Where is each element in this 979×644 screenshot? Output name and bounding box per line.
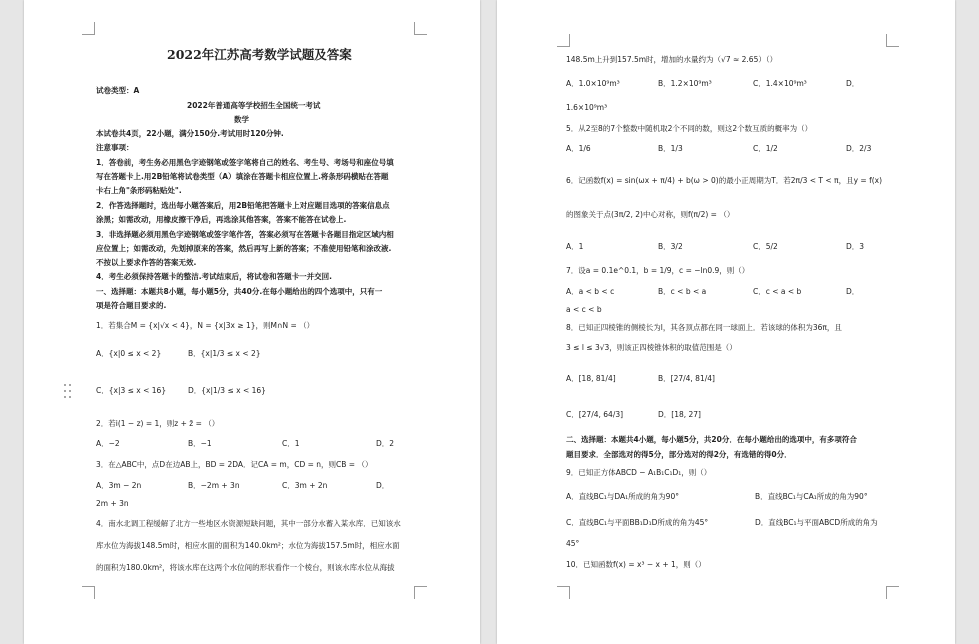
option-a: A．{x|0 ≤ x < 2} xyxy=(96,349,162,358)
notice-line: 涂黑；如需改动，用橡皮擦干净后，再选涂其他答案，答案不能答在试卷上. xyxy=(96,215,347,224)
option-a: A．1/6 xyxy=(566,144,591,153)
question-2: 2．若i(1 − z) = 1，则z + z̄ = （） xyxy=(96,419,220,428)
notice-line: 写在答题卡上.用2B铅笔将试卷类型（A）填涂在答题卡相应位置上.将条形码横贴在答题 xyxy=(96,172,389,181)
question-6-line: 的图象关于点(3π/2, 2)中心对称，则f(π/2) = （） xyxy=(566,210,735,219)
document-title: 2022年江苏高考数学试题及答案 xyxy=(167,47,352,62)
question-7: 7．设a = 0.1e^0.1，b = 1/9，c = −ln0.9，则（） xyxy=(566,266,750,275)
option-b: B．[27/4, 81/4] xyxy=(658,374,715,383)
option-a: A．直线BC₁与DA₁所成的角为90° xyxy=(566,492,679,501)
option-b: B．{x|1/3 ≤ x < 2} xyxy=(188,349,261,358)
crop-mark-bottom-right xyxy=(414,586,427,599)
crop-mark-top-right xyxy=(414,22,427,35)
option-d: D． xyxy=(376,481,390,490)
option-c: C．{x|3 ≤ x < 16} xyxy=(96,386,167,395)
option-b: B．−2m + 3n xyxy=(188,481,240,490)
option-d: D．直线BC₁与平面ABCD所成的角为 xyxy=(755,518,878,527)
question-4: 4．南水北调工程缓解了北方一些地区水资源短缺问题，其中一部分水蓄入某水库．已知该水 xyxy=(96,519,401,528)
exam-type: 试卷类型：A xyxy=(96,86,140,95)
option-d: D． xyxy=(846,79,860,88)
option-b: B．c < b < a xyxy=(658,287,707,296)
section-heading: 二、选择题：本题共4小题，每小题5分，共20分．在每小题给出的选项中，有多项符合 xyxy=(566,435,857,444)
section-heading: 项是符合题目要求的. xyxy=(96,301,167,310)
notice-line: 卡右上角"条形码粘贴处". xyxy=(96,186,182,195)
question-4-continued: 148.5m上升到157.5m时，增加的水量约为（√7 ≈ 2.65）（） xyxy=(566,55,778,64)
option-b: B．1/3 xyxy=(658,144,683,153)
option-c: C．3m + 2n xyxy=(282,481,328,490)
option-c: C．1.4×10⁹m³ xyxy=(753,79,807,88)
option-d: D．2/3 xyxy=(846,144,872,153)
notice-line: 3．非选择题必须用黑色字迹钢笔或签字笔作答，答案必须写在答题卡各题目指定区域内相 xyxy=(96,230,394,239)
option-c: C．5/2 xyxy=(753,242,778,251)
option-a: A．3m − 2n xyxy=(96,481,142,490)
option-c: C．[27/4, 64/3] xyxy=(566,410,624,419)
option-d: D．{x|1/3 ≤ x < 16} xyxy=(188,386,266,395)
option-a: A．a < b < c xyxy=(566,287,615,296)
notice-heading: 注意事项： xyxy=(96,143,134,152)
question-8: 8．已知正四棱锥的侧棱长为l，其各顶点都在同一球面上．若该球的体积为36π，且 xyxy=(566,323,842,332)
exam-info: 本试卷共4页，22小题，满分150分.考试用时120分钟. xyxy=(96,129,284,138)
option-c: C．c < a < b xyxy=(753,287,802,296)
option-b: B．直线BC₁与CA₁所成的角为90° xyxy=(755,492,868,501)
option-a: A．−2 xyxy=(96,439,120,448)
document-page-left xyxy=(24,0,480,644)
notice-line: 不按以上要求作答的答案无效. xyxy=(96,258,197,267)
option-b: B．1.2×10⁹m³ xyxy=(658,79,712,88)
option-d-value: 45° xyxy=(566,539,580,548)
drag-handle-icon[interactable] xyxy=(63,383,73,399)
section-heading: 题目要求．全部选对的得5分，部分选对的得2分，有选错的得0分． xyxy=(566,450,792,459)
notice-line: 4．考生必须保持答题卡的整洁.考试结束后，将试卷和答题卡一并交回. xyxy=(96,272,332,281)
question-6: 6．记函数f(x) = sin(ωx + π/4) + b(ω > 0)的最小正周期为T．若2π/3 < T < π，且y = f(x) xyxy=(566,176,882,185)
option-c: C．1 xyxy=(282,439,300,448)
crop-mark-bottom-left xyxy=(82,586,95,599)
crop-mark-top-left xyxy=(557,34,570,47)
section-heading: 一、选择题：本题共8小题，每小题5分，共40分.在每小题给出的四个选项中，只有一 xyxy=(96,287,383,296)
option-b: B．−1 xyxy=(188,439,212,448)
option-d: D．[18, 27] xyxy=(658,410,701,419)
option-d-value: a < c < b xyxy=(566,305,602,314)
question-4-line: 的面积为180.0km²，将该水库在这两个水位间的形状看作一个棱台，则该水库水位从海拔 xyxy=(96,563,395,572)
option-d-value: 1.6×10⁹m³ xyxy=(566,103,608,112)
question-3: 3．在△ABC中，点D在边AB上，BD = 2DA．记CA = m，CD = n，则CB = （） xyxy=(96,460,373,469)
notice-line: 2．作答选择题时，选出每小题答案后，用2B铅笔把答题卡上对应题目选项的答案信息点 xyxy=(96,201,390,210)
notice-line: 应位置上；如需改动，先划掉原来的答案，然后再写上新的答案；不准使用铅笔和涂改液. xyxy=(96,244,392,253)
subject: 数学 xyxy=(234,115,249,124)
question-9: 9．已知正方体ABCD − A₁B₁C₁D₁，则（） xyxy=(566,468,712,477)
notice-line: 1．答卷前，考生务必用黑色字迹钢笔或签字笔将自己的姓名、考生号、考场号和座位号填 xyxy=(96,158,394,167)
option-d: D．2 xyxy=(376,439,395,448)
option-b: B．3/2 xyxy=(658,242,683,251)
crop-mark-top-left xyxy=(82,22,95,35)
option-a: A．1.0×10⁹m³ xyxy=(566,79,620,88)
question-8-line: 3 ≤ l ≤ 3√3，则该正四棱锥体积的取值范围是（） xyxy=(566,343,737,352)
option-a: A．1 xyxy=(566,242,584,251)
option-c: C．直线BC₁与平面BB₁D₁D所成的角为45° xyxy=(566,518,709,527)
crop-mark-bottom-left xyxy=(557,586,570,599)
question-10: 10．已知函数f(x) = x³ − x + 1，则（） xyxy=(566,560,706,569)
option-d: D．3 xyxy=(846,242,865,251)
exam-name: 2022年普通高等学校招生全国统一考试 xyxy=(187,101,321,110)
document-page-right xyxy=(497,0,955,644)
option-c: C．1/2 xyxy=(753,144,778,153)
question-5: 5．从2至8的7个整数中随机取2个不同的数，则这2个数互质的概率为（） xyxy=(566,124,813,133)
option-d: D． xyxy=(846,287,860,296)
crop-mark-bottom-right xyxy=(886,586,899,599)
option-d-value: 2m + 3n xyxy=(96,499,129,508)
question-4-line: 库水位为海拔148.5m时，相应水面的面积为140.0km²；水位为海拔157.5m时，相应水面 xyxy=(96,541,400,550)
crop-mark-top-right xyxy=(886,34,899,47)
question-1: 1．若集合M = {x|√x < 4}，N = {x|3x ≥ 1}，则M∩N = （） xyxy=(96,321,315,330)
option-a: A．[18, 81/4] xyxy=(566,374,616,383)
